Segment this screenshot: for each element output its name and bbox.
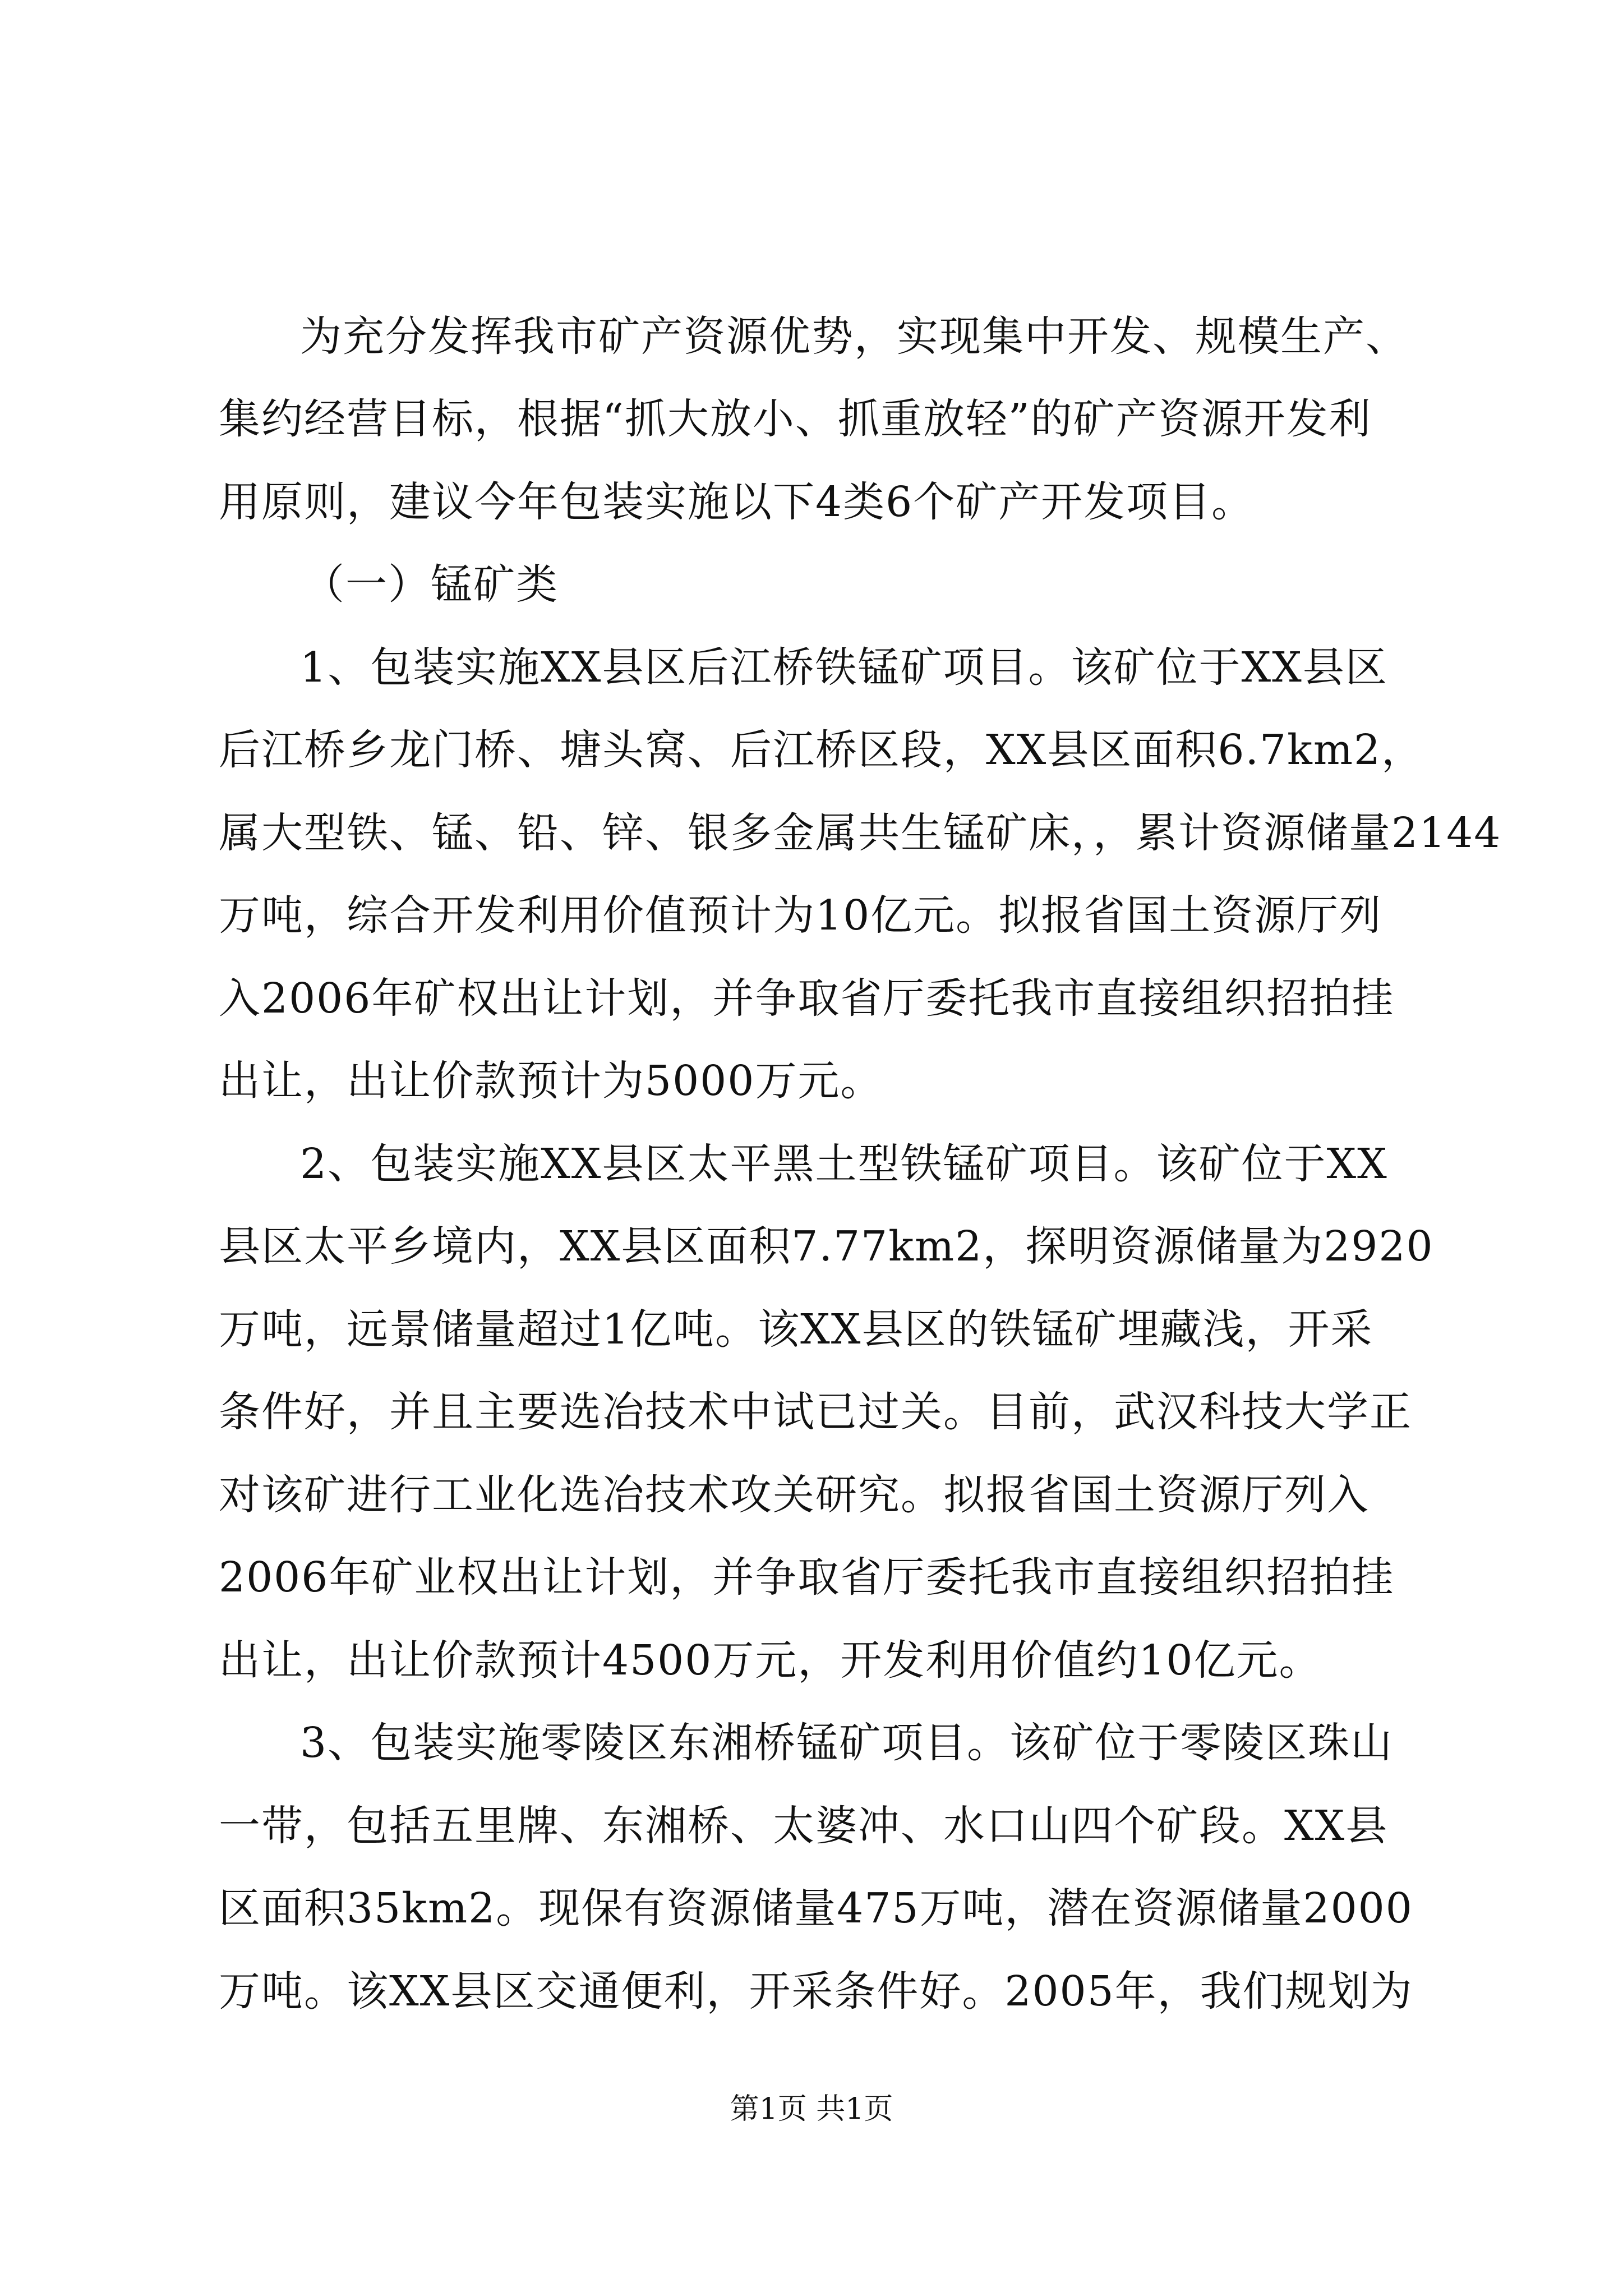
paragraph-line: 入2006年矿权出让计划，并争取省厅委托我市直接组织招拍挂 (219, 974, 1395, 1023)
page-footer: 第1页 共1页 (730, 2092, 893, 2126)
paragraph-line: 对该矿进行工业化选冶技术攻关研究。拟报省国土资源厅列入 (219, 1471, 1370, 1519)
paragraph-line: 2、包装实施XX县区太平黑土型铁锰矿项目。该矿位于XX (300, 1140, 1388, 1188)
paragraph-line: 为充分发挥我市矿产资源优势，实现集中开发、规模生产、 (300, 312, 1408, 361)
paragraph-line: 属大型铁、锰、铅、锌、银多金属共生锰矿床，，累计资源储量2144 (219, 809, 1502, 857)
paragraph-line: 出让，出让价款预计为5000万元。 (219, 1057, 883, 1105)
section-heading: （一）锰矿类 (303, 560, 559, 609)
paragraph-line: 条件好，并且主要选冶技术中试已过关。目前，武汉科技大学正 (219, 1388, 1412, 1436)
paragraph-line: 县区太平乡境内，XX县区面积7.77km2，探明资源储量为2920 (219, 1222, 1434, 1271)
paragraph-line: 万吨，远景储量超过1亿吨。该XX县区的铁锰矿埋藏浅，开采 (219, 1305, 1373, 1354)
paragraph-line: 区面积35km2。现保有资源储量475万吨，潜在资源储量2000 (219, 1884, 1413, 1932)
paragraph-line: 2006年矿业权出让计划，并争取省厅委托我市直接组织招拍挂 (219, 1553, 1395, 1602)
paragraph-line: 后江桥乡龙门桥、塘头窝、后江桥区段，XX县区面积6.7km2， (219, 726, 1424, 774)
paragraph-line: 出让，出让价款预计4500万元，开发利用价值约10亿元。 (219, 1636, 1322, 1685)
paragraph-line: 万吨，综合开发利用价值预计为10亿元。拟报省国土资源厅列 (219, 891, 1382, 940)
paragraph-line: 3、包装实施零陵区东湘桥锰矿项目。该矿位于零陵区珠山 (300, 1719, 1394, 1767)
paragraph-line: 集约经营目标，根据“抓大放小、抓重放轻”的矿产资源开发利 (219, 395, 1372, 443)
paragraph-line: 用原则，建议今年包装实施以下4类6个矿产开发项目。 (219, 478, 1255, 526)
paragraph-line: 1、包装实施XX县区后江桥铁锰矿项目。该矿位于XX县区 (300, 643, 1388, 692)
paragraph-line: 万吨。该XX县区交通便利，开采条件好。2005年，我们规划为 (219, 1967, 1413, 2016)
paragraph-line: 一带，包括五里牌、东湘桥、太婆冲、水口山四个矿段。XX县 (219, 1802, 1389, 1850)
